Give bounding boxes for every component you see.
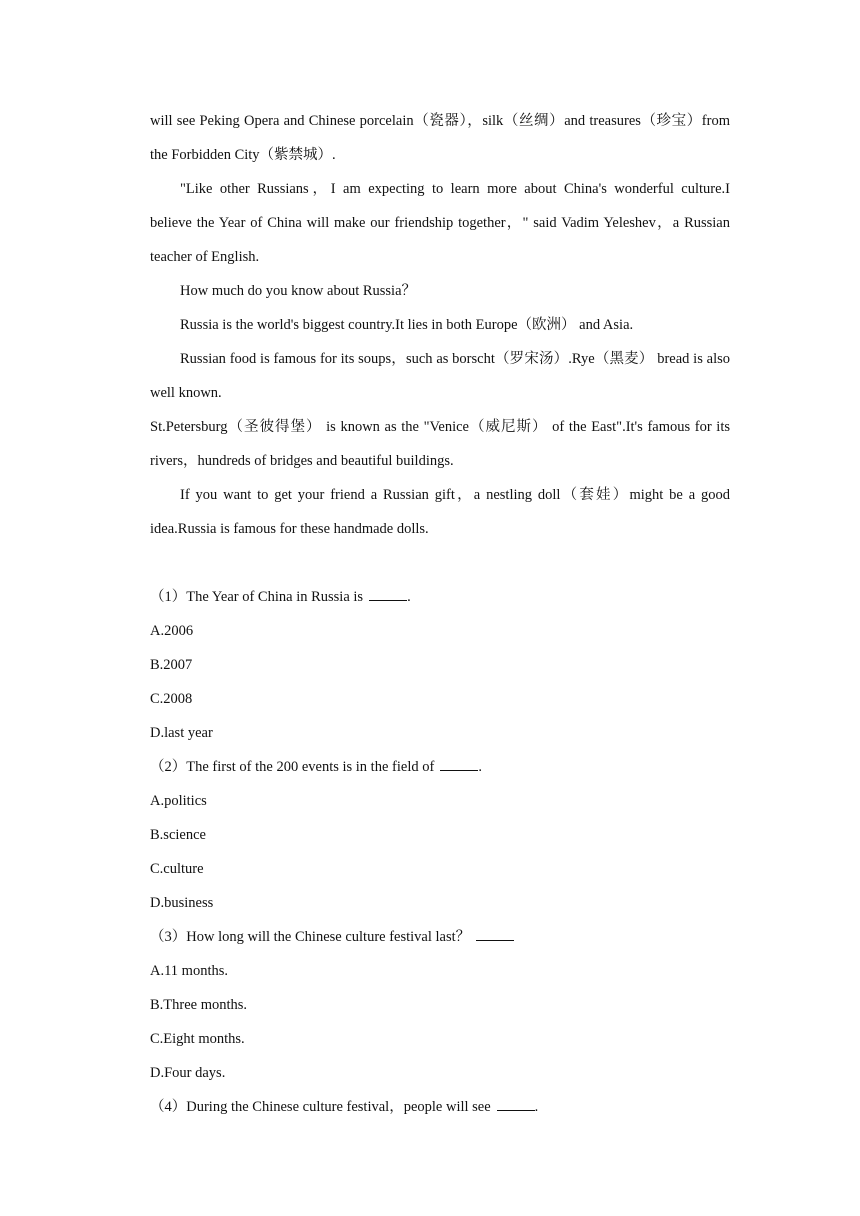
question-stem	[150, 920, 730, 954]
question-4	[150, 1090, 730, 1124]
section-gap	[150, 546, 730, 580]
stem-period: .	[407, 589, 411, 605]
passage-line: believe the Year of China will make our friendship together，" said Vadim Yeleshev，a Russian	[150, 215, 730, 231]
question-2	[150, 750, 730, 920]
question-stem	[150, 580, 730, 614]
passage-line: St.Petersburg（圣彼得堡） is known as the "Venice（威尼斯） of the East".It's famous for its	[150, 419, 730, 435]
option-c: C.2008	[150, 691, 193, 707]
passage-line: teacher of English.	[150, 249, 260, 265]
passage-line: idea.Russia is famous for these handmade dolls.	[150, 521, 429, 537]
passage-line: well known.	[150, 385, 222, 401]
question-stem	[150, 750, 730, 784]
question-stem	[150, 1090, 730, 1124]
question-text: （3）How long will the Chinese culture festival last？	[150, 929, 471, 945]
stem-period: .	[534, 1099, 539, 1115]
option-d: D.Four days.	[150, 1065, 226, 1081]
option-b: B.2007	[150, 657, 193, 673]
passage-line: Russia is the world's biggest country.It lies in both Europe（欧洲） and Asia.	[180, 317, 634, 333]
option-d: D.last year	[150, 725, 213, 741]
option-c: C.culture	[150, 861, 204, 877]
question-text: （1）The Year of China in Russia is	[150, 589, 364, 605]
passage-line: "Like other Russians，I am expecting to learn more about China's wonderful culture.I	[180, 181, 730, 197]
passage-line: will see Peking Opera and Chinese porcelain（瓷器），silk（丝绸）and treasures（珍宝）from	[150, 113, 730, 129]
answer-blank	[476, 926, 514, 941]
passage-line: Russian food is famous for its soups，such as borscht（罗宋汤）.Rye（黑麦） bread is also	[180, 351, 730, 367]
option-d: D.business	[150, 895, 214, 911]
option-b: B.Three months.	[150, 997, 248, 1013]
option-b: B.science	[150, 827, 206, 843]
answer-blank	[497, 1096, 535, 1111]
stem-period: .	[478, 759, 482, 775]
passage-line: How much do you know about Russia？	[180, 283, 417, 299]
answer-blank	[440, 756, 478, 771]
question-list	[150, 580, 730, 1124]
question-text: （4）During the Chinese culture festival，people will see	[150, 1099, 491, 1115]
option-a: A.11 months.	[150, 963, 229, 979]
passage-line: rivers，hundreds of bridges and beautiful buildings.	[150, 453, 454, 469]
option-a: A.2006	[150, 623, 194, 639]
passage-line: the Forbidden City（紫禁城）.	[150, 147, 336, 163]
question-3	[150, 920, 730, 1090]
answer-blank	[369, 586, 407, 601]
option-a: A.politics	[150, 793, 207, 809]
question-1	[150, 580, 730, 750]
question-text: （2）The first of the 200 events is in the field of	[150, 759, 435, 775]
document-page	[150, 104, 730, 1124]
passage-line: If you want to get your friend a Russian gift，a nestling doll（套娃）might be a good	[180, 487, 730, 503]
reading-passage	[150, 104, 730, 546]
option-c: C.Eight months.	[150, 1031, 245, 1047]
